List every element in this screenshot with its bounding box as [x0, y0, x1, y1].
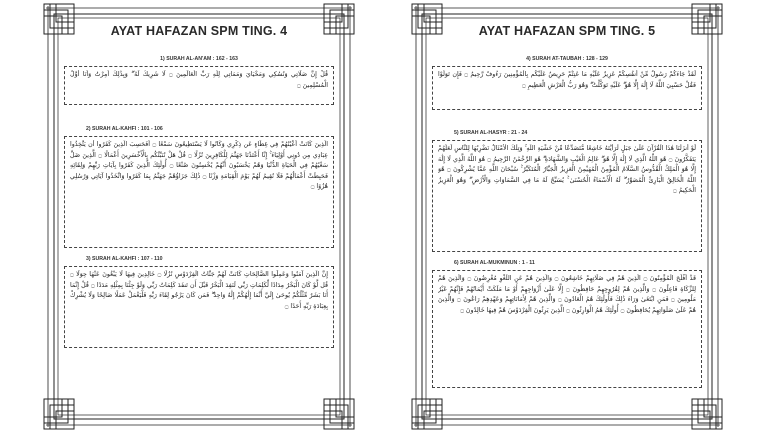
page-title: AYAT HAFAZAN SPM TING. 4 — [110, 24, 288, 38]
corner-ornament-bl — [412, 399, 442, 429]
verse-section-5 — [432, 130, 702, 252]
verse-box — [64, 66, 334, 105]
corner-ornament-br — [692, 399, 722, 429]
verse-box — [64, 266, 334, 348]
arabic-verse-text: لَوْ أَنزَلْنَا هَٰذَا الْقُرْآنَ عَلَىٰ جَبَلٍ لَّرَأَيْتَهُ خَاشِعًا مُّتَصَدِّعًا مِّنْ خَشْيَةِ اللَّهِ ۚ وَتِلْكَ الْأَمْثَالُ نَضْرِبُهَا لِلنَّاسِ لَعَلَّهُمْ يَتَفَكَّرُونَ ۝ هُوَ اللَّهُ الَّذِي لَا إِلَٰهَ إِلَّا هُوَ ۖ عَالِمُ الْغَيْبِ وَالشَّهَادَةِ ۖ هُوَ الرَّحْمَٰنُ الرَّحِيمُ ۝ هُوَ اللَّهُ الَّذِي لَا إِلَٰهَ إِلَّا هُوَ الْمَلِكُ الْقُدُّوسُ السَّلَامُ الْمُؤْمِنُ الْمُهَيْمِنُ الْعَزِيزُ الْجَبَّارُ الْمُتَكَبِّرُ ۚ سُبْحَانَ اللَّهِ عَمَّا يُشْرِكُونَ ۝ هُوَ اللَّهُ الْخَالِقُ الْبَارِئُ الْمُصَوِّرُ ۖ لَهُ الْأَسْمَاءُ الْحُسْنَىٰ ۚ يُسَبِّحُ لَهُ مَا فِي السَّمَاوَاتِ وَالْأَرْضِ ۖ وَهُوَ الْعَزِيزُ الْحَكِيمُ ۝ — [438, 145, 696, 194]
verse-section-3 — [64, 256, 334, 348]
arabic-verse-text: الَّذِينَ كَانَتْ أَعْيُنُهُمْ فِي غِطَاءٍ عَن ذِكْرِي وَكَانُوا لَا يَسْتَطِيعُونَ سَمْعًا ۝ أَفَحَسِبَ الَّذِينَ كَفَرُوا أَن يَتَّخِذُوا عِبَادِي مِن دُونِي أَوْلِيَاءَ ۚ إِنَّا أَعْتَدْنَا جَهَنَّمَ لِلْكَافِرِينَ نُزُلًا ۝ قُلْ هَلْ نُنَبِّئُكُم بِالْأَخْسَرِينَ أَعْمَالًا ۝ الَّذِينَ ضَلَّ سَعْيُهُمْ فِي الْحَيَاةِ الدُّنْيَا وَهُمْ يَحْسَبُونَ أَنَّهُمْ يُحْسِنُونَ صُنْعًا ۝ أُولَٰئِكَ الَّذِينَ كَفَرُوا بِآيَاتِ رَبِّهِمْ وَلِقَائِهِ فَحَبِطَتْ أَعْمَالُهُمْ فَلَا نُقِيمُ لَهُمْ يَوْمَ الْقِيَامَةِ وَزْنًا ۝ ذَٰلِكَ جَزَاؤُهُمْ جَهَنَّمُ بِمَا كَفَرُوا وَاتَّخَذُوا آيَاتِي وَرُسُلِي هُزُوًا ۝ — [70, 141, 328, 190]
verse-box — [64, 136, 334, 248]
section-label: 5) SURAH AL-HASYR : 21 - 24 — [454, 130, 528, 136]
verse-box — [432, 66, 702, 110]
verse-section-6 — [432, 260, 702, 388]
page-tingkatan-4 — [40, 0, 358, 433]
verse-section-1 — [64, 56, 334, 105]
arabic-verse-text: إِنَّ الَّذِينَ آمَنُوا وَعَمِلُوا الصَّالِحَاتِ كَانَتْ لَهُمْ جَنَّاتُ الْفِرْدَوْسِ نُزُلًا ۝ خَالِدِينَ فِيهَا لَا يَبْغُونَ عَنْهَا حِوَلًا ۝ قُل لَّوْ كَانَ الْبَحْرُ مِدَادًا لِّكَلِمَاتِ رَبِّي لَنَفِدَ الْبَحْرُ قَبْلَ أَن تَنفَدَ كَلِمَاتُ رَبِّي وَلَوْ جِئْنَا بِمِثْلِهِ مَدَدًا ۝ قُلْ إِنَّمَا أَنَا بَشَرٌ مِّثْلُكُمْ يُوحَىٰ إِلَيَّ أَنَّمَا إِلَٰهُكُمْ إِلَٰهٌ وَاحِدٌ ۖ فَمَن كَانَ يَرْجُو لِقَاءَ رَبِّهِ فَلْيَعْمَلْ عَمَلًا صَالِحًا وَلَا يُشْرِكْ بِعِبَادَةِ رَبِّهِ أَحَدًا ۝ — [70, 271, 328, 310]
arabic-verse-text: لَقَدْ جَاءَكُمْ رَسُولٌ مِّنْ أَنفُسِكُمْ عَزِيزٌ عَلَيْهِ مَا عَنِتُّمْ حَرِيصٌ عَلَيْكُم بِالْمُؤْمِنِينَ رَءُوفٌ رَّحِيمٌ ۝ فَإِن تَوَلَّوْا فَقُلْ حَسْبِيَ اللَّهُ لَا إِلَٰهَ إِلَّا هُوَ ۖ عَلَيْهِ تَوَكَّلْتُ ۖ وَهُوَ رَبُّ الْعَرْشِ الْعَظِيمِ ۝ — [438, 71, 696, 89]
section-label: 6) SURAH AL-MUKMINUN : 1 - 11 — [454, 260, 535, 266]
section-label: 1) SURAH AL-AN'AM : 162 - 163 — [160, 56, 238, 62]
section-label: 4) SURAH AT-TAUBAH : 128 - 129 — [526, 56, 608, 62]
arabic-verse-text: قَدْ أَفْلَحَ الْمُؤْمِنُونَ ۝ الَّذِينَ هُمْ فِي صَلَاتِهِمْ خَاشِعُونَ ۝ وَالَّذِينَ هُمْ عَنِ اللَّغْوِ مُعْرِضُونَ ۝ وَالَّذِينَ هُمْ لِلزَّكَاةِ فَاعِلُونَ ۝ وَالَّذِينَ هُمْ لِفُرُوجِهِمْ حَافِظُونَ ۝ إِلَّا عَلَىٰ أَزْوَاجِهِمْ أَوْ مَا مَلَكَتْ أَيْمَانُهُمْ فَإِنَّهُمْ غَيْرُ مَلُومِينَ ۝ فَمَنِ ابْتَغَىٰ وَرَاءَ ذَٰلِكَ فَأُولَٰئِكَ هُمُ الْعَادُونَ ۝ وَالَّذِينَ هُمْ لِأَمَانَاتِهِمْ وَعَهْدِهِمْ رَاعُونَ ۝ وَالَّذِينَ هُمْ عَلَىٰ صَلَوَاتِهِمْ يُحَافِظُونَ ۝ أُولَٰئِكَ هُمُ الْوَارِثُونَ ۝ الَّذِينَ يَرِثُونَ الْفِرْدَوْسَ هُمْ فِيهَا خَالِدُونَ ۝ — [438, 275, 696, 314]
section-label: 3) SURAH AL-KAHFI : 107 - 110 — [86, 256, 163, 262]
corner-ornament-bl — [44, 399, 74, 429]
verse-section-4 — [432, 56, 702, 110]
corner-ornament-br — [324, 399, 354, 429]
arabic-verse-text: قُلْ إِنَّ صَلَاتِي وَنُسُكِي وَمَحْيَايَ وَمَمَاتِي لِلَّهِ رَبِّ الْعَالَمِينَ ۝ لَا شَرِيكَ لَهُ ۖ وَبِذَٰلِكَ أُمِرْتُ وَأَنَا أَوَّلُ الْمُسْلِمِينَ ۝ — [70, 71, 328, 89]
page-tingkatan-5 — [408, 0, 726, 433]
verse-section-2 — [64, 126, 334, 248]
section-label: 2) SURAH AL-KAHFI : 101 - 106 — [86, 126, 163, 132]
verse-box — [432, 140, 702, 252]
verse-box — [432, 270, 702, 388]
page-title: AYAT HAFAZAN SPM TING. 5 — [478, 24, 656, 38]
